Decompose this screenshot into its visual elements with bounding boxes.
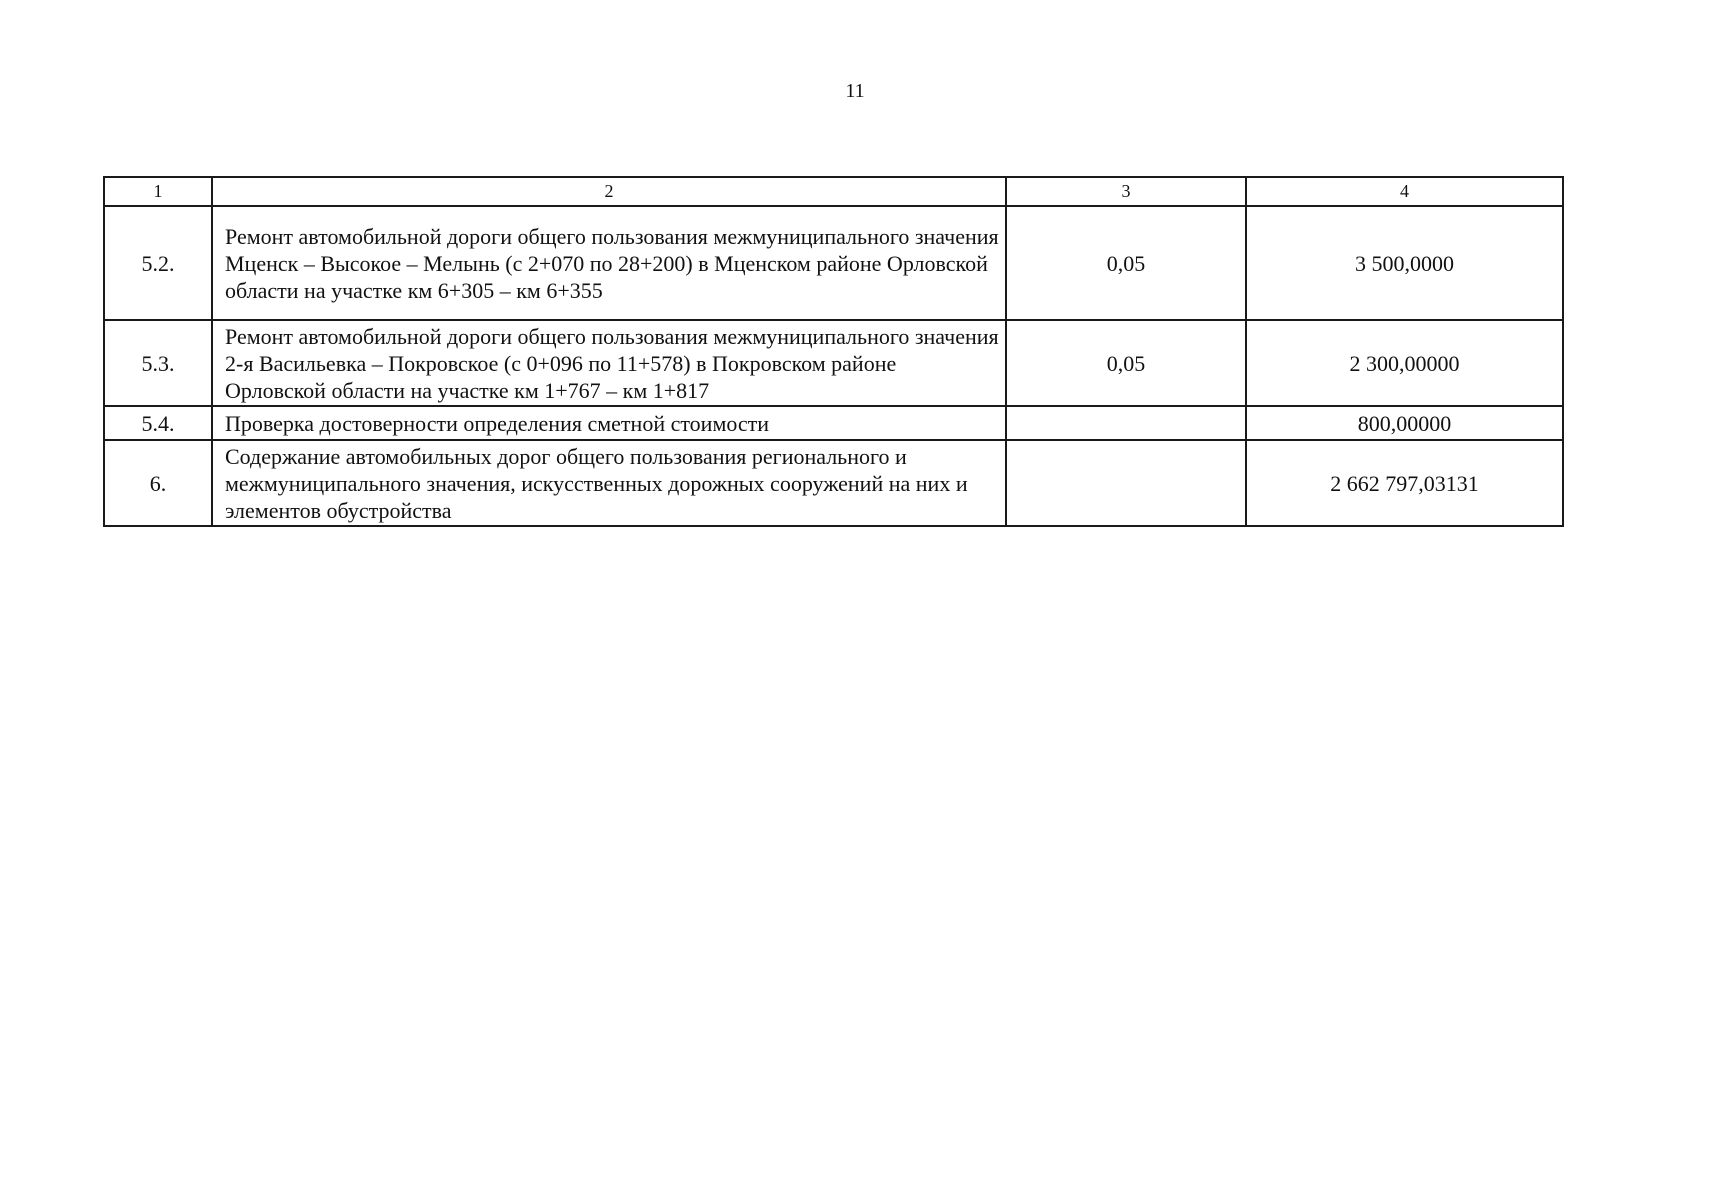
row-number: 5.4. (104, 406, 212, 440)
row-sum: 3 500,0000 (1246, 206, 1563, 320)
column-header-1: 1 (104, 177, 212, 206)
data-table (103, 176, 1564, 527)
row-number: 6. (104, 440, 212, 526)
table-row (104, 440, 1563, 526)
row-quantity: 0,05 (1006, 206, 1246, 320)
page-number: 11 (845, 80, 865, 102)
row-sum: 800,00000 (1246, 406, 1563, 440)
table-row (104, 406, 1563, 440)
column-header-2: 2 (212, 177, 1006, 206)
row-name: Содержание автомобильных дорог общего пользования регионального и межмуниципального значения, искусственных дорожных сооружений на них и элементов обустройства (212, 440, 1006, 526)
row-name: Ремонт автомобильной дороги общего пользования межмуниципального значения 2-я Васильевка – Покровское (с 0+096 по 11+578) в Покровском районе Орловской области на участке км 1+767 – км 1+817 (212, 320, 1006, 406)
column-header-4: 4 (1246, 177, 1563, 206)
table-row (104, 320, 1563, 406)
row-quantity: 0,05 (1006, 320, 1246, 406)
row-number: 5.2. (104, 206, 212, 320)
table-header-row (104, 177, 1563, 206)
table-row (104, 206, 1563, 320)
row-sum: 2 300,00000 (1246, 320, 1563, 406)
column-header-3: 3 (1006, 177, 1246, 206)
row-quantity (1006, 440, 1246, 526)
row-name: Проверка достоверности определения сметной стоимости (212, 406, 1006, 440)
row-number: 5.3. (104, 320, 212, 406)
row-quantity (1006, 406, 1246, 440)
row-name: Ремонт автомобильной дороги общего пользования межмуниципального значения Мценск – Высокое – Мелынь (с 2+070 по 28+200) в Мценском районе Орловской области на участке км 6+305 – км 6+355 (212, 206, 1006, 320)
row-sum: 2 662 797,03131 (1246, 440, 1563, 526)
